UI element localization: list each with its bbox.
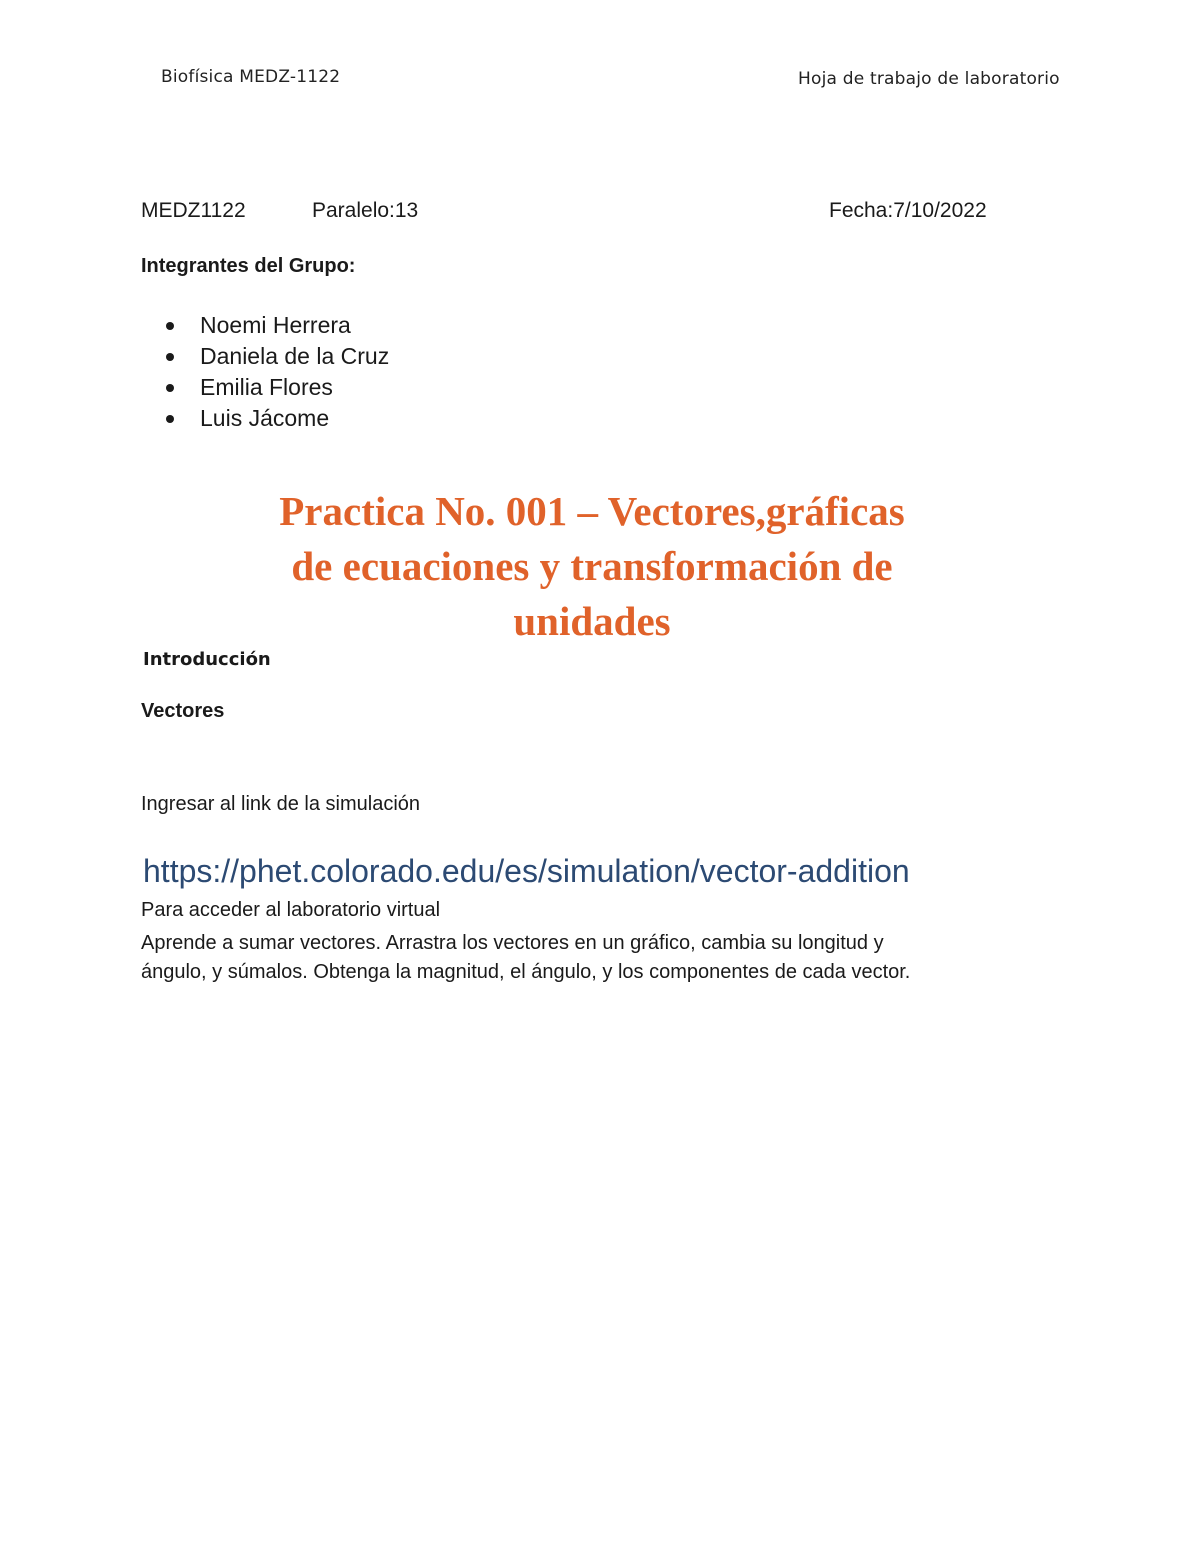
bullet-icon (166, 322, 174, 330)
member-name: Daniela de la Cruz (200, 343, 390, 369)
course-code: MEDZ1122 (141, 199, 246, 222)
practice-title-line: unidades (513, 598, 671, 644)
list-item (166, 341, 389, 372)
list-item (166, 403, 389, 434)
simulation-link[interactable]: https://phet.colorado.edu/es/simulation/vector-addition (143, 853, 910, 889)
paralelo-label: Paralelo:13 (312, 199, 419, 222)
practice-title-line: Practica No. 001 – Vectores,gráficas (279, 488, 905, 534)
description-line: ángulo, y súmalos. Obtenga la magnitud, el ángulo, y los componentes de cada vector. (141, 961, 911, 983)
group-members-heading: Integrantes del Grupo: (141, 255, 356, 277)
date-label: Fecha:7/10/2022 (829, 199, 987, 222)
simulation-instruction: Ingresar al link de la simulación (141, 793, 421, 815)
member-name: Emilia Flores (200, 374, 333, 400)
simulation-description (141, 929, 1061, 987)
bullet-icon (166, 415, 174, 423)
introduction-heading: Introducción (143, 649, 271, 670)
header-document-type: Hoja de trabajo de laboratorio (798, 69, 1060, 89)
practice-title-line: de ecuaciones y transformación de (291, 543, 893, 589)
member-name: Luis Jácome (200, 405, 330, 431)
bullet-icon (166, 353, 174, 361)
practice-title (180, 484, 1004, 649)
group-members-list (166, 310, 389, 434)
bullet-icon (166, 384, 174, 392)
access-description: Para acceder al laboratorio virtual (141, 899, 441, 921)
list-item (166, 310, 389, 341)
header-course-label: Biofísica MEDZ-1122 (161, 67, 341, 87)
list-item (166, 372, 389, 403)
vectors-heading: Vectores (141, 700, 225, 722)
description-line: Aprende a sumar vectores. Arrastra los vectores en un gráfico, cambia su longitud y (141, 932, 884, 954)
member-name: Noemi Herrera (200, 312, 351, 338)
